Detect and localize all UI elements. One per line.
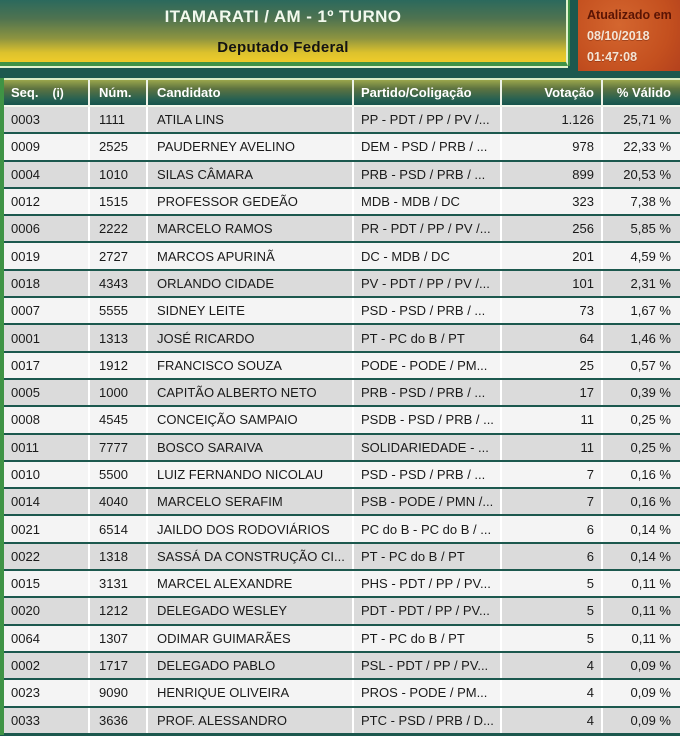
column-header-seq[interactable]: [4, 80, 90, 105]
num-cell: 1717: [90, 653, 148, 678]
candidate-cell: ATILA LINS: [148, 107, 354, 132]
candidate-cell: JOSÉ RICARDO: [148, 325, 354, 350]
seq-cell: 0003: [4, 107, 90, 132]
num-cell: 1313: [90, 325, 148, 350]
party-cell: PODE - PODE / PM...: [354, 353, 502, 378]
seq-cell: 0020: [4, 598, 90, 623]
votes-cell: 4: [502, 653, 603, 678]
votes-cell: 5: [502, 626, 603, 651]
candidate-cell: MARCELO RAMOS: [148, 216, 354, 241]
seq-cell: 0004: [4, 162, 90, 187]
num-cell: 5555: [90, 298, 148, 323]
column-header-valido[interactable]: % Válido: [603, 80, 680, 105]
num-cell: 2727: [90, 243, 148, 268]
candidate-cell: MARCEL ALEXANDRE: [148, 571, 354, 596]
table-row[interactable]: [4, 134, 680, 159]
votes-cell: 201: [502, 243, 603, 268]
percent-cell: 0,09 %: [603, 708, 680, 733]
seq-cell: 0021: [4, 516, 90, 541]
candidate-cell: ORLANDO CIDADE: [148, 271, 354, 296]
candidate-cell: SIDNEY LEITE: [148, 298, 354, 323]
num-cell: 5500: [90, 462, 148, 487]
votes-cell: 11: [502, 435, 603, 460]
updated-label: Atualizado em: [587, 8, 672, 22]
num-cell: 1515: [90, 189, 148, 214]
votes-cell: 6: [502, 544, 603, 569]
party-cell: PT - PC do B / PT: [354, 544, 502, 569]
candidate-cell: FRANCISCO SOUZA: [148, 353, 354, 378]
party-cell: PSB - PODE / PMN /...: [354, 489, 502, 514]
table-row[interactable]: [4, 626, 680, 651]
seq-cell: 0002: [4, 653, 90, 678]
table-header-row: [4, 78, 680, 107]
party-cell: DEM - PSD / PRB / ...: [354, 134, 502, 159]
votes-cell: 73: [502, 298, 603, 323]
num-cell: 2222: [90, 216, 148, 241]
votes-cell: 7: [502, 462, 603, 487]
table-row[interactable]: [4, 107, 680, 132]
table-row[interactable]: [4, 216, 680, 241]
percent-cell: 2,31 %: [603, 271, 680, 296]
votes-cell: 5: [502, 598, 603, 623]
num-cell: 3636: [90, 708, 148, 733]
votes-cell: 4: [502, 708, 603, 733]
table-row[interactable]: [4, 571, 680, 596]
table-row[interactable]: [4, 435, 680, 460]
table-row[interactable]: [4, 708, 680, 733]
votes-cell: 25: [502, 353, 603, 378]
seq-cell: 0019: [4, 243, 90, 268]
percent-cell: 0,14 %: [603, 516, 680, 541]
seq-cell: 0015: [4, 571, 90, 596]
percent-cell: 0,09 %: [603, 653, 680, 678]
candidate-cell: JAILDO DOS RODOVIÁRIOS: [148, 516, 354, 541]
percent-cell: 1,67 %: [603, 298, 680, 323]
party-cell: PP - PDT / PP / PV /...: [354, 107, 502, 132]
column-header-candidato[interactable]: Candidato: [148, 80, 354, 105]
percent-cell: 7,38 %: [603, 189, 680, 214]
table-row[interactable]: [4, 325, 680, 350]
candidate-cell: PROFESSOR GEDEÃO: [148, 189, 354, 214]
num-cell: 4040: [90, 489, 148, 514]
num-cell: 1010: [90, 162, 148, 187]
candidate-cell: PROF. ALESSANDRO: [148, 708, 354, 733]
seq-cell: 0023: [4, 680, 90, 705]
seq-cell: 0007: [4, 298, 90, 323]
table-row[interactable]: [4, 271, 680, 296]
votes-cell: 5: [502, 571, 603, 596]
candidate-cell: ODIMAR GUIMARÃES: [148, 626, 354, 651]
percent-cell: 4,59 %: [603, 243, 680, 268]
updated-time: 01:47:08: [587, 50, 638, 64]
column-header-partido[interactable]: Partido/Coligação: [354, 80, 502, 105]
party-cell: PHS - PDT / PP / PV...: [354, 571, 502, 596]
votes-cell: 101: [502, 271, 603, 296]
candidate-cell: SASSÁ DA CONSTRUÇÃO CI...: [148, 544, 354, 569]
num-cell: 4343: [90, 271, 148, 296]
updated-at-box: [578, 0, 680, 71]
percent-cell: 0,11 %: [603, 598, 680, 623]
candidate-cell: DELEGADO WESLEY: [148, 598, 354, 623]
seq-cell: 0011: [4, 435, 90, 460]
table-row[interactable]: [4, 243, 680, 268]
percent-cell: 0,25 %: [603, 435, 680, 460]
percent-cell: 1,46 %: [603, 325, 680, 350]
percent-cell: 20,53 %: [603, 162, 680, 187]
seq-cell: 0009: [4, 134, 90, 159]
party-cell: PSD - PSD / PRB / ...: [354, 462, 502, 487]
seq-cell: 0012: [4, 189, 90, 214]
votes-cell: 256: [502, 216, 603, 241]
percent-cell: 0,39 %: [603, 380, 680, 405]
num-cell: 1212: [90, 598, 148, 623]
info-icon[interactable]: (i): [52, 85, 64, 100]
percent-cell: 0,09 %: [603, 680, 680, 705]
candidate-cell: LUIZ FERNANDO NICOLAU: [148, 462, 354, 487]
num-cell: 9090: [90, 680, 148, 705]
num-cell: 1111: [90, 107, 148, 132]
party-cell: PRB - PSD / PRB / ...: [354, 162, 502, 187]
num-cell: 3131: [90, 571, 148, 596]
seq-cell: 0010: [4, 462, 90, 487]
election-banner: [0, 0, 568, 66]
table-row[interactable]: [4, 680, 680, 705]
column-header-seq-label: Seq.: [11, 85, 39, 100]
party-cell: PRB - PSD / PRB / ...: [354, 380, 502, 405]
num-cell: 6514: [90, 516, 148, 541]
votes-cell: 899: [502, 162, 603, 187]
num-cell: 7777: [90, 435, 148, 460]
candidate-cell: DELEGADO PABLO: [148, 653, 354, 678]
updated-date: 08/10/2018: [587, 29, 650, 43]
table-row[interactable]: [4, 462, 680, 487]
party-cell: PDT - PDT / PP / PV...: [354, 598, 502, 623]
table-row[interactable]: [4, 162, 680, 187]
column-header-votacao[interactable]: Votação: [502, 80, 603, 105]
votes-cell: 17: [502, 380, 603, 405]
page-subtitle: Deputado Federal: [217, 39, 349, 56]
percent-cell: 0,16 %: [603, 462, 680, 487]
percent-cell: 0,25 %: [603, 407, 680, 432]
party-cell: PT - PC do B / PT: [354, 325, 502, 350]
party-cell: PROS - PODE / PM...: [354, 680, 502, 705]
votes-cell: 323: [502, 189, 603, 214]
candidate-cell: PAUDERNEY AVELINO: [148, 134, 354, 159]
party-cell: PT - PC do B / PT: [354, 626, 502, 651]
party-cell: SOLIDARIEDADE - ...: [354, 435, 502, 460]
table-row[interactable]: [4, 380, 680, 405]
num-cell: 1318: [90, 544, 148, 569]
seq-cell: 0006: [4, 216, 90, 241]
party-cell: PR - PDT / PP / PV /...: [354, 216, 502, 241]
seq-cell: 0018: [4, 271, 90, 296]
seq-cell: 0022: [4, 544, 90, 569]
seq-cell: 0033: [4, 708, 90, 733]
party-cell: PC do B - PC do B / ...: [354, 516, 502, 541]
table-row[interactable]: [4, 407, 680, 432]
table-row[interactable]: [4, 353, 680, 378]
candidate-cell: SILAS CÂMARA: [148, 162, 354, 187]
party-cell: PSDB - PSD / PRB / ...: [354, 407, 502, 432]
percent-cell: 25,71 %: [603, 107, 680, 132]
votes-cell: 4: [502, 680, 603, 705]
party-cell: DC - MDB / DC: [354, 243, 502, 268]
votes-cell: 7: [502, 489, 603, 514]
votes-cell: 6: [502, 516, 603, 541]
seq-cell: 0001: [4, 325, 90, 350]
party-cell: PTC - PSD / PRB / D...: [354, 708, 502, 733]
table-row[interactable]: [4, 544, 680, 569]
seq-cell: 0017: [4, 353, 90, 378]
num-cell: 1912: [90, 353, 148, 378]
candidate-cell: CONCEIÇÃO SAMPAIO: [148, 407, 354, 432]
percent-cell: 5,85 %: [603, 216, 680, 241]
num-cell: 4545: [90, 407, 148, 432]
votes-cell: 11: [502, 407, 603, 432]
percent-cell: 0,14 %: [603, 544, 680, 569]
table-body: [4, 107, 680, 733]
page-title: ITAMARATI / AM - 1º TURNO: [164, 7, 402, 26]
table-row[interactable]: [4, 653, 680, 678]
num-cell: 1307: [90, 626, 148, 651]
candidate-cell: BOSCO SARAIVA: [148, 435, 354, 460]
votes-cell: 978: [502, 134, 603, 159]
votes-cell: 1.126: [502, 107, 603, 132]
votes-cell: 64: [502, 325, 603, 350]
percent-cell: 0,11 %: [603, 626, 680, 651]
percent-cell: 22,33 %: [603, 134, 680, 159]
percent-cell: 0,57 %: [603, 353, 680, 378]
candidate-cell: CAPITÃO ALBERTO NETO: [148, 380, 354, 405]
num-cell: 2525: [90, 134, 148, 159]
seq-cell: 0008: [4, 407, 90, 432]
candidate-cell: MARCELO SERAFIM: [148, 489, 354, 514]
table-row[interactable]: [4, 516, 680, 541]
candidate-cell: MARCOS APURINÃ: [148, 243, 354, 268]
party-cell: PSD - PSD / PRB / ...: [354, 298, 502, 323]
percent-cell: 0,16 %: [603, 489, 680, 514]
candidate-cell: HENRIQUE OLIVEIRA: [148, 680, 354, 705]
results-table: [0, 78, 680, 735]
column-header-num[interactable]: Núm.: [90, 80, 148, 105]
table-row[interactable]: [4, 598, 680, 623]
table-row[interactable]: [4, 489, 680, 514]
seq-cell: 0005: [4, 380, 90, 405]
percent-cell: 0,11 %: [603, 571, 680, 596]
party-cell: MDB - MDB / DC: [354, 189, 502, 214]
party-cell: PSL - PDT / PP / PV...: [354, 653, 502, 678]
party-cell: PV - PDT / PP / PV /...: [354, 271, 502, 296]
table-row[interactable]: [4, 189, 680, 214]
table-row[interactable]: [4, 298, 680, 323]
num-cell: 1000: [90, 380, 148, 405]
seq-cell: 0014: [4, 489, 90, 514]
seq-cell: 0064: [4, 626, 90, 651]
